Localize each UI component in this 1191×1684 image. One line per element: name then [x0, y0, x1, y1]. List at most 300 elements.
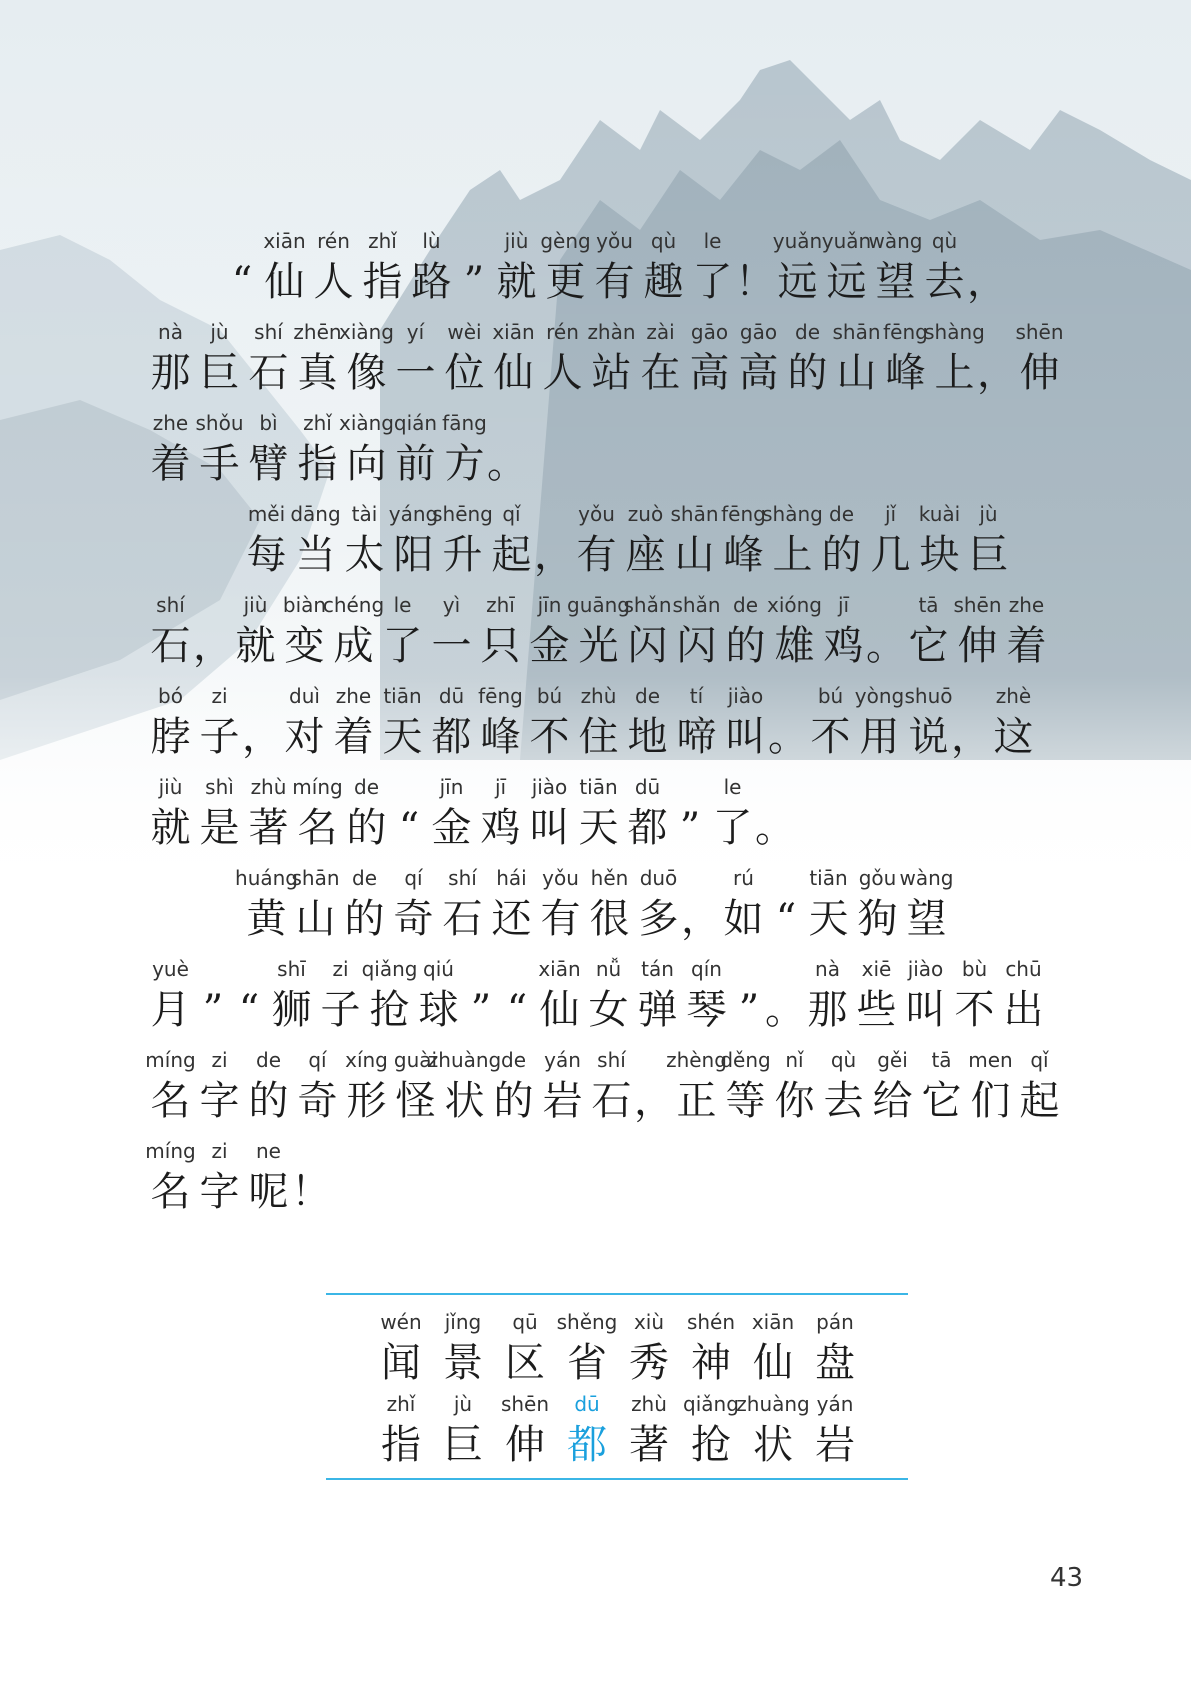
text-character — [783, 319, 832, 401]
pinyin-label: shí — [156, 593, 185, 617]
pinyin-label: gǒu — [858, 866, 897, 890]
pinyin-label: fēng — [478, 684, 523, 708]
hanzi-character: 球 — [418, 987, 459, 1033]
pinyin-label: míng — [292, 775, 343, 799]
hanzi-character: 高 — [689, 350, 730, 396]
hanzi-character: 这 — [993, 714, 1034, 760]
hanzi-character: 山 — [836, 350, 877, 396]
hanzi-character: 。 — [866, 623, 906, 669]
pinyin-label: wàng — [899, 866, 954, 890]
hanzi-character: 仙 — [493, 350, 534, 396]
hanzi-character: 向 — [346, 441, 387, 487]
pinyin-label: zhàn — [587, 320, 636, 344]
hanzi-character: 盘 — [815, 1340, 855, 1386]
hanzi-character: 金 — [529, 623, 570, 669]
hanzi-character: 名 — [150, 1169, 191, 1215]
hanzi-character: 更 — [545, 259, 586, 305]
hanzi-character: 伸 — [1019, 350, 1060, 396]
hanzi-character: 还 — [491, 896, 532, 942]
text-character — [146, 683, 195, 765]
pinyin-label: lù — [422, 229, 441, 253]
pinyin-label: jǐ — [884, 502, 897, 526]
text-character — [685, 319, 734, 401]
pinyin-label: ne — [256, 1139, 281, 1163]
text-character — [964, 501, 1013, 583]
pinyin-label: huáng — [235, 866, 298, 890]
hanzi-character: 著 — [629, 1422, 669, 1468]
hanzi-character: 天 — [808, 896, 849, 942]
text-character — [231, 956, 267, 1038]
hanzi-character: ， — [193, 623, 233, 669]
text-character — [682, 956, 731, 1038]
text-character — [806, 683, 855, 765]
hanzi-character: 些 — [856, 987, 897, 1033]
pinyin-label: zhǐ — [303, 411, 332, 435]
pinyin-label: shēng — [432, 502, 493, 526]
pinyin-label: zhēn — [293, 320, 342, 344]
text-character — [391, 410, 440, 492]
hanzi-character: 区 — [505, 1340, 545, 1386]
hanzi-character: 岩 — [815, 1422, 855, 1468]
vocab-bottom-rule — [326, 1478, 908, 1480]
text-character — [342, 1047, 391, 1129]
text-character — [574, 774, 623, 856]
hanzi-character: 站 — [591, 350, 632, 396]
text-character — [762, 501, 823, 583]
text-character — [280, 592, 329, 674]
text-character — [969, 228, 1005, 310]
pinyin-label: tā — [918, 593, 939, 617]
pinyin-label: men — [968, 1048, 1013, 1072]
text-character — [492, 228, 541, 310]
text-character — [525, 774, 574, 856]
hanzi-character: 了 — [692, 259, 733, 305]
hanzi-character: ！ — [291, 1169, 331, 1215]
text-character — [361, 956, 418, 1038]
text-character — [737, 228, 773, 310]
hanzi-character: 名 — [297, 805, 338, 851]
text-character — [476, 774, 525, 856]
pinyin-label: qí — [404, 866, 423, 890]
vocab-character — [680, 1309, 742, 1391]
hanzi-character: 给 — [872, 1078, 913, 1124]
hanzi-character: 脖 — [150, 714, 191, 760]
hanzi-character: 字 — [199, 1169, 240, 1215]
pinyin-label: yuǎn — [772, 229, 823, 253]
pinyin-label: zhe — [335, 684, 372, 708]
hanzi-character: 雄 — [774, 623, 815, 669]
hanzi-character: 指 — [381, 1422, 421, 1468]
text-character — [721, 1047, 770, 1129]
hanzi-character: 方 — [444, 441, 485, 487]
text-character — [525, 683, 574, 765]
hanzi-character: “ — [238, 987, 260, 1033]
text-character — [146, 1138, 195, 1220]
text-character — [267, 956, 316, 1038]
pinyin-label: shén — [686, 1310, 736, 1334]
pinyin-label: yǒu — [578, 502, 615, 526]
text-character — [634, 865, 683, 947]
text-character — [672, 592, 721, 674]
pinyin-label: shī — [277, 957, 306, 981]
pinyin-label: guài — [393, 1048, 438, 1072]
hanzi-character: 巨 — [968, 532, 1009, 578]
hanzi-character: 起 — [1019, 1078, 1060, 1124]
hanzi-character: “ — [775, 896, 797, 942]
pinyin-label: jǐng — [444, 1310, 482, 1334]
hanzi-character: 上 — [934, 350, 975, 396]
text-line — [146, 410, 525, 492]
pinyin-label: tiān — [383, 684, 422, 708]
hanzi-character: 有 — [540, 896, 581, 942]
pinyin-label: zhù — [631, 1392, 667, 1416]
text-character — [920, 228, 969, 310]
hanzi-character: 只 — [480, 623, 521, 669]
text-character — [146, 410, 195, 492]
text-character — [293, 1138, 329, 1220]
text-character — [536, 501, 572, 583]
pinyin-label: jīn — [439, 775, 464, 799]
hanzi-character: 的 — [248, 1078, 289, 1124]
hanzi-character: 指 — [297, 441, 338, 487]
text-character — [260, 228, 309, 310]
text-character — [427, 1047, 502, 1129]
pinyin-label: fāng — [442, 411, 487, 435]
text-character — [293, 1047, 342, 1129]
pinyin-label: biàn — [282, 593, 327, 617]
text-character — [389, 501, 438, 583]
pinyin-label: tán — [641, 957, 674, 981]
pinyin-label: qù — [650, 229, 677, 253]
text-character — [633, 956, 682, 1038]
pinyin-label: xiàng — [338, 411, 395, 435]
pinyin-label: zhù — [250, 775, 287, 799]
text-character — [427, 774, 476, 856]
vocab-character — [370, 1309, 432, 1391]
text-character — [293, 410, 342, 492]
hanzi-character: 都 — [431, 714, 472, 760]
hanzi-character: 成 — [333, 623, 374, 669]
hanzi-character: 它 — [921, 1078, 962, 1124]
hanzi-character: 几 — [870, 532, 911, 578]
hanzi-character: 每 — [246, 532, 287, 578]
text-character — [407, 228, 456, 310]
text-character — [953, 683, 989, 765]
hanzi-character: 石 — [591, 1078, 632, 1124]
hanzi-character: 。 — [765, 987, 805, 1033]
hanzi-character: 峰 — [480, 714, 521, 760]
text-character — [378, 592, 427, 674]
pinyin-label: gěi — [877, 1048, 908, 1072]
text-character — [414, 956, 463, 1038]
text-character — [476, 592, 525, 674]
hanzi-character: 去 — [823, 1078, 864, 1124]
hanzi-character: 石 — [442, 896, 483, 942]
hanzi-character: 正 — [676, 1078, 717, 1124]
text-line — [146, 1138, 329, 1220]
pinyin-label: xiān — [538, 957, 581, 981]
pinyin-label: zi — [211, 1048, 228, 1072]
pinyin-label: qián — [393, 411, 438, 435]
hanzi-character: 仙 — [753, 1340, 793, 1386]
vocab-character — [618, 1391, 680, 1473]
pinyin-label: tā — [931, 1048, 952, 1072]
hanzi-character: 怪 — [395, 1078, 436, 1124]
pinyin-label: fēng — [721, 502, 766, 526]
text-character — [966, 1047, 1015, 1129]
hanzi-character: 用 — [859, 714, 900, 760]
vocab-character — [736, 1391, 810, 1473]
pinyin-label: yǒu — [596, 229, 633, 253]
hanzi-character: 峰 — [723, 532, 764, 578]
hanzi-character: 伸 — [505, 1422, 545, 1468]
text-character — [340, 501, 389, 583]
pinyin-label: fēng — [883, 320, 928, 344]
pinyin-label: zhe — [1008, 593, 1045, 617]
hanzi-character: 很 — [589, 896, 630, 942]
hanzi-character: 巨 — [199, 350, 240, 396]
pinyin-label: wèi — [447, 320, 482, 344]
text-character — [688, 228, 737, 310]
pinyin-label: yì — [442, 593, 461, 617]
hanzi-character: 狮 — [271, 987, 312, 1033]
text-character — [146, 956, 195, 1038]
pinyin-label: qiǎng — [361, 957, 418, 981]
pinyin-label: zhī — [486, 593, 515, 617]
text-character — [915, 501, 964, 583]
text-character — [868, 592, 904, 674]
hanzi-character: 巨 — [443, 1422, 483, 1468]
pinyin-label: rén — [546, 320, 579, 344]
text-character — [708, 774, 757, 856]
pinyin-label: yáng — [388, 502, 439, 526]
text-character — [822, 228, 871, 310]
pinyin-label: qǐ — [1030, 1048, 1049, 1072]
text-character — [623, 592, 672, 674]
hanzi-character: “ — [398, 805, 420, 851]
pinyin-label: yán — [816, 1392, 854, 1416]
hanzi-character: 人 — [313, 259, 354, 305]
pinyin-label: de — [501, 1048, 526, 1072]
text-line — [242, 501, 1013, 583]
text-character — [585, 865, 634, 947]
hanzi-character: 著 — [248, 805, 289, 851]
text-character — [358, 228, 407, 310]
text-character — [768, 865, 804, 947]
text-character — [146, 774, 195, 856]
text-character — [280, 683, 329, 765]
text-character — [924, 319, 985, 401]
pinyin-label: bù — [961, 957, 988, 981]
pinyin-label: zi — [211, 1139, 228, 1163]
hanzi-character: 天 — [382, 714, 423, 760]
hanzi-character: 出 — [1003, 987, 1044, 1033]
vocab-character — [494, 1391, 556, 1473]
hanzi-character: 地 — [627, 714, 668, 760]
text-character — [623, 683, 672, 765]
text-character — [489, 1047, 538, 1129]
hanzi-character: 的 — [346, 805, 387, 851]
pinyin-label: jiào — [907, 957, 944, 981]
pinyin-label: de — [829, 502, 854, 526]
text-character — [538, 319, 587, 401]
text-character — [666, 1047, 727, 1129]
text-character — [389, 865, 438, 947]
text-character — [338, 319, 395, 401]
pinyin-label: shān — [832, 320, 881, 344]
pinyin-label: zài — [646, 320, 675, 344]
text-character — [881, 319, 930, 401]
pinyin-label: shuō — [904, 684, 953, 708]
hanzi-character: ” — [202, 987, 224, 1033]
hanzi-character: 都 — [567, 1422, 607, 1468]
hanzi-character: 有 — [576, 532, 617, 578]
hanzi-character: ， — [242, 714, 282, 760]
hanzi-character: ” — [463, 259, 485, 305]
hanzi-character: 的 — [787, 350, 828, 396]
text-character — [572, 501, 621, 583]
page-number: 43 — [1050, 1563, 1084, 1593]
hanzi-character: ， — [977, 350, 1017, 396]
hanzi-character: ” — [738, 987, 760, 1033]
text-line — [224, 228, 1005, 310]
hanzi-character: “ — [231, 259, 253, 305]
text-character — [476, 683, 525, 765]
text-line — [146, 592, 1051, 674]
pinyin-label: nà — [815, 957, 840, 981]
text-line — [146, 956, 1048, 1038]
hanzi-character: 太 — [344, 532, 385, 578]
hanzi-character: 秀 — [629, 1340, 669, 1386]
text-character — [868, 1047, 917, 1129]
vocab-row — [370, 1309, 866, 1391]
pinyin-label: xióng — [767, 593, 822, 617]
text-character — [338, 410, 395, 492]
text-character — [866, 501, 915, 583]
hanzi-character: 石 — [248, 350, 289, 396]
text-character — [672, 683, 721, 765]
text-character — [340, 865, 389, 947]
hanzi-character: 仙 — [539, 987, 580, 1033]
hanzi-character: 金 — [431, 805, 472, 851]
text-character — [819, 592, 868, 674]
hanzi-character: 说 — [908, 714, 949, 760]
hanzi-character: 有 — [594, 259, 635, 305]
hanzi-character: 着 — [333, 714, 374, 760]
text-character — [853, 865, 902, 947]
hanzi-character: 的 — [344, 896, 385, 942]
text-character — [195, 683, 244, 765]
hanzi-character: 状 — [444, 1078, 485, 1124]
text-character — [329, 683, 378, 765]
pinyin-label: shǒu — [195, 411, 244, 435]
text-character — [590, 228, 639, 310]
pinyin-label: qí — [308, 1048, 327, 1072]
pinyin-label: shí — [597, 1048, 626, 1072]
pinyin-label: gèng — [540, 229, 591, 253]
hanzi-character: 山 — [295, 896, 336, 942]
text-character — [195, 319, 244, 401]
pinyin-label: shí — [448, 866, 477, 890]
pinyin-label: chéng — [322, 593, 385, 617]
pinyin-label: bú — [536, 684, 563, 708]
pinyin-label: jù — [210, 320, 229, 344]
text-character — [342, 774, 391, 856]
pinyin-label: zhe — [152, 411, 189, 435]
pinyin-label: qù — [931, 229, 958, 253]
pinyin-label: shěng — [556, 1310, 618, 1334]
text-character — [231, 592, 280, 674]
hanzi-character: 省 — [567, 1340, 607, 1386]
text-character — [721, 683, 770, 765]
pinyin-label: shēn — [953, 593, 1002, 617]
hanzi-character: ， — [634, 1078, 674, 1124]
text-character — [195, 956, 231, 1038]
text-character — [538, 1047, 587, 1129]
text-character — [489, 410, 525, 492]
text-character — [322, 592, 385, 674]
hanzi-character: 像 — [346, 350, 387, 396]
pinyin-label: xiē — [861, 957, 892, 981]
text-character — [316, 956, 365, 1038]
pinyin-label: xiān — [751, 1310, 795, 1334]
hanzi-character: 去 — [924, 259, 965, 305]
pinyin-label: shān — [670, 502, 719, 526]
hanzi-character: 的 — [821, 532, 862, 578]
text-character — [309, 228, 358, 310]
hanzi-character: 子 — [320, 987, 361, 1033]
pinyin-label: dū — [438, 684, 465, 708]
hanzi-character: ， — [951, 714, 991, 760]
hanzi-character: 望 — [906, 896, 947, 942]
hanzi-character: 着 — [1006, 623, 1047, 669]
hanzi-character: 叫 — [905, 987, 946, 1033]
hanzi-character: 闪 — [627, 623, 668, 669]
hanzi-character: 山 — [674, 532, 715, 578]
pinyin-label: jiào — [727, 684, 764, 708]
hanzi-character: 天 — [578, 805, 619, 851]
text-character — [235, 865, 298, 947]
hanzi-character: 们 — [970, 1078, 1011, 1124]
pinyin-label: shǎn — [672, 593, 721, 617]
hanzi-character: 月 — [150, 987, 191, 1033]
pinyin-label: dāng — [290, 502, 341, 526]
pinyin-label: nǐ — [785, 1048, 804, 1072]
hanzi-character: 光 — [578, 623, 619, 669]
text-character — [587, 1047, 636, 1129]
text-character — [567, 592, 630, 674]
text-character — [670, 501, 719, 583]
pinyin-label: jiào — [531, 775, 568, 799]
pinyin-label: yán — [544, 1048, 581, 1072]
text-character — [950, 956, 999, 1038]
text-character — [195, 410, 244, 492]
hanzi-character: 是 — [199, 805, 240, 851]
hanzi-character: 位 — [444, 350, 485, 396]
text-character — [584, 956, 633, 1038]
pinyin-label: shí — [254, 320, 283, 344]
pinyin-label: wàng — [868, 229, 923, 253]
text-character — [917, 1047, 966, 1129]
hanzi-character: 不 — [954, 987, 995, 1033]
hanzi-character: 真 — [297, 350, 338, 396]
hanzi-character: 抢 — [691, 1422, 731, 1468]
hanzi-character: 。 — [755, 805, 795, 851]
text-character — [427, 592, 476, 674]
pinyin-label: shǎn — [623, 593, 672, 617]
text-character — [487, 865, 536, 947]
pinyin-label: shēn — [1015, 320, 1064, 344]
